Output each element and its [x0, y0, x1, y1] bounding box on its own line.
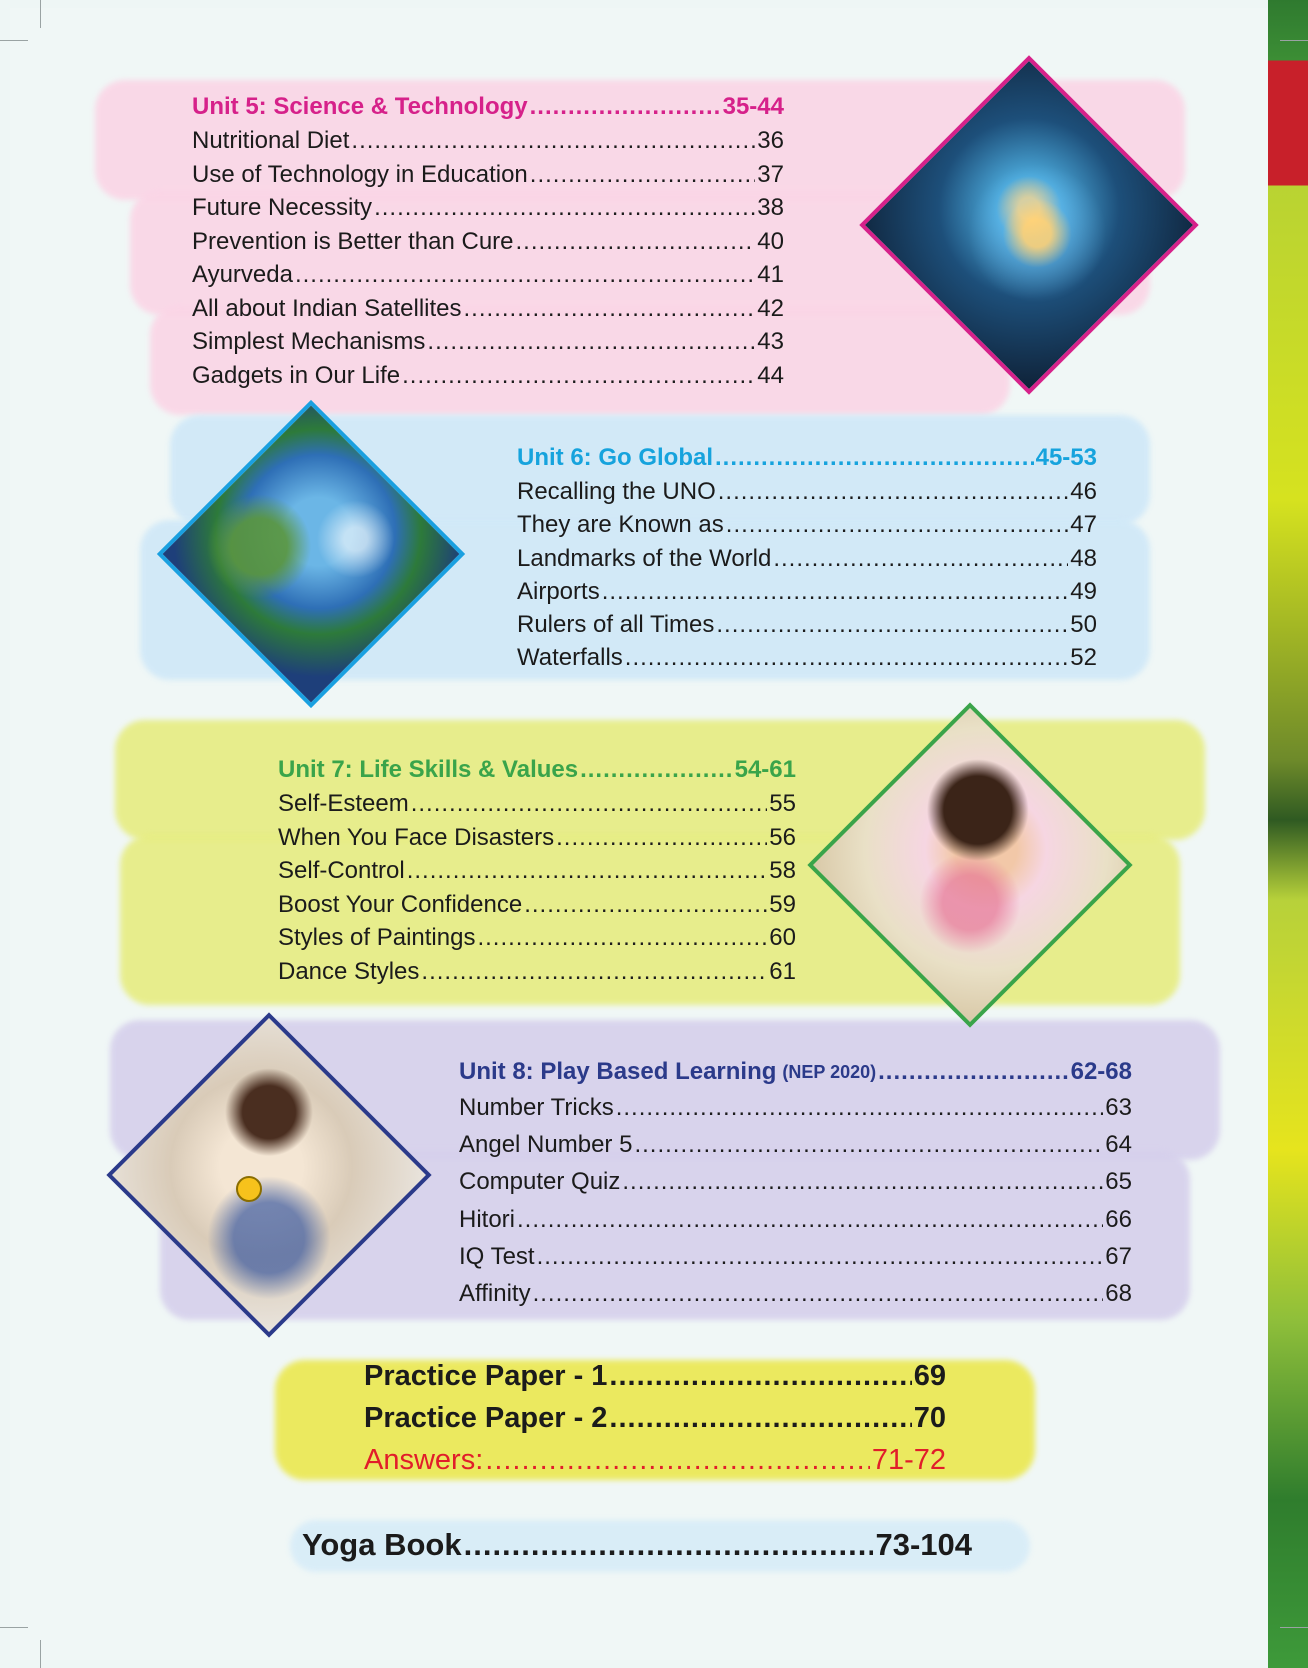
toc-row[interactable]: Angel Number 5 ..... 64: [459, 1126, 1132, 1163]
toc-row[interactable]: Rulers of all Times ..... 50: [517, 608, 1097, 641]
toc-row[interactable]: Self-Control ..... 58: [278, 854, 796, 888]
toc-row[interactable]: Airports ..... 49: [517, 575, 1097, 608]
toc-row[interactable]: Affinity ..... 68: [459, 1275, 1132, 1312]
toc-row[interactable]: When You Face Disasters ..... 56: [278, 821, 796, 855]
toc-row[interactable]: Prevention is Better than Cure ..... 40: [192, 225, 784, 259]
decorative-edge-strip: [1268, 0, 1308, 1668]
crop-mark: [1280, 40, 1308, 41]
toc-row[interactable]: Gadgets in Our Life ..... 44: [192, 359, 784, 393]
crop-mark: [40, 1640, 41, 1668]
toc-row[interactable]: Styles of Paintings ..... 60: [278, 921, 796, 955]
unit-8-section: [459, 1055, 1132, 1312]
toc-row[interactable]: Number Tricks ..... 63: [459, 1089, 1132, 1126]
toc-row[interactable]: Future Necessity ..... 38: [192, 191, 784, 225]
unit-heading[interactable]: Unit 7: Life Skills & Values ..... 54-61: [278, 753, 796, 787]
unit-heading-note: (NEP 2020): [782, 1062, 877, 1082]
practice-paper-2-row[interactable]: Practice Paper - 2 ..... 70: [364, 1397, 946, 1439]
crop-mark: [0, 1627, 28, 1628]
unit-6-section: [517, 441, 1097, 675]
toc-row[interactable]: All about Indian Satellites ..... 42: [192, 292, 784, 326]
practice-paper-1-row[interactable]: Practice Paper - 1 ..... 69: [364, 1355, 946, 1397]
toc-row[interactable]: Recalling the UNO ..... 46: [517, 475, 1097, 508]
crop-mark: [1280, 1627, 1308, 1628]
toc-row[interactable]: Simplest Mechanisms ..... 43: [192, 325, 784, 359]
unit-5-section: [192, 90, 784, 392]
toc-row[interactable]: Use of Technology in Education ..... 37: [192, 158, 784, 192]
toc-row[interactable]: Self-Esteem ..... 55: [278, 787, 796, 821]
answers-row[interactable]: Answers: ..... 71-72: [364, 1439, 946, 1481]
toc-row[interactable]: IQ Test ..... 67: [459, 1238, 1132, 1275]
toc-row[interactable]: Landmarks of the World ..... 48: [517, 542, 1097, 575]
toc-row[interactable]: Hitori ..... 66: [459, 1201, 1132, 1238]
unit-7-section: [278, 753, 796, 988]
crop-mark: [0, 40, 28, 41]
toc-row[interactable]: Ayurveda ..... 41: [192, 258, 784, 292]
yoga-book-row[interactable]: Yoga Book ..... 73-104: [302, 1523, 972, 1567]
toc-row[interactable]: Nutritional Diet ..... 36: [192, 124, 784, 158]
practice-section: [364, 1355, 946, 1481]
toc-row[interactable]: Computer Quiz ..... 65: [459, 1163, 1132, 1200]
unit-heading[interactable]: Unit 8: Play Based Learning (NEP 2020) ..... 62-68: [459, 1055, 1132, 1089]
toc-row[interactable]: They are Known as ..... 47: [517, 508, 1097, 541]
crop-mark: [40, 0, 41, 28]
toc-row[interactable]: Dance Styles ..... 61: [278, 955, 796, 989]
toc-row[interactable]: Boost Your Confidence ..... 59: [278, 888, 796, 922]
unit-heading[interactable]: Unit 6: Go Global ..... 45-53: [517, 441, 1097, 475]
yoga-section: [302, 1523, 972, 1567]
unit-heading[interactable]: Unit 5: Science & Technology ..... 35-44: [192, 90, 784, 124]
smiley-card-icon: [236, 1176, 262, 1202]
toc-row[interactable]: Waterfalls ..... 52: [517, 641, 1097, 674]
